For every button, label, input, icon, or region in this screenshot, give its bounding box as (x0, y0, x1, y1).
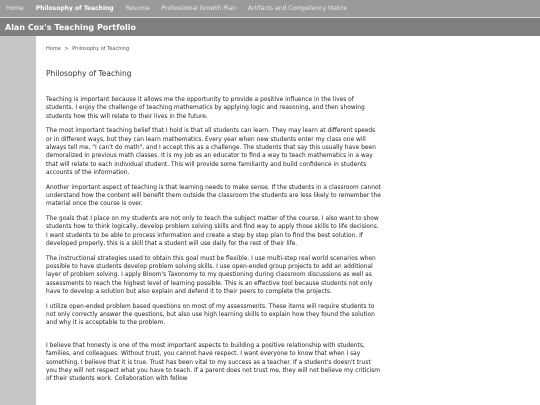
site-banner (0, 17, 540, 36)
page-title: Philosophy of Teaching (46, 69, 132, 78)
site-title: Alan Cox's Teaching Portfolio (5, 22, 137, 32)
breadcrumb-home-link[interactable]: Home (46, 46, 61, 52)
nav-home[interactable]: Home (6, 5, 24, 12)
top-navigation (0, 0, 540, 17)
nav-professional-growth-plan[interactable]: Professional Growth Plan (161, 5, 236, 12)
nav-artifacts-and-competency-matrix[interactable]: Artifacts and Competency Matrix (248, 5, 347, 12)
left-sidebar (0, 36, 36, 405)
article-body (46, 96, 382, 390)
breadcrumb (46, 46, 131, 52)
paragraph-honesty: I believe that honesty is one of the most important aspects to building a positive relationship with students, families, and colleagues. Without trust, you cannot have respect. I want everyone to know that when I say something, I believe that it is true. Trust has been vital to my success as a teacher. If a student's doesn't trust you they will not respect what you have to teach. If a parent does not trust me, they will not believe my criticism of their students work. Collaboration with fellow (46, 342, 381, 383)
paragraph-goals: The goals that I place on my students are not only to teach the subject matter of the course. I also want to show students how to think logically, develop problem solving skills and find way to apply those skills to life decisions. I want students to be able to process information and create a step by step plan to find the best solution. If developed properly, this is a skill that a student will use daily for the rest of their life. (46, 215, 379, 248)
nav-philosophy-of-teaching[interactable]: Philosophy of Teaching (35, 5, 114, 12)
main-content (36, 36, 540, 405)
paragraph-intro: Teaching is important because it allows me the opportunity to provide a positive influence in the lives of students. I enjoy the challenge of teaching mathematics by applying logic and reasoning, and then showing students how this will relate to their lives in the future. (46, 97, 365, 120)
breadcrumb-current: Philosophy of Teaching (72, 46, 130, 52)
paragraph-assessments: I utilize open-ended problem based questions on most of my assessments. These items will require students to not only correctly answer the questions, but also use high learning skills to explain how they found the solution and why it is acceptable to the problem. (46, 303, 375, 327)
paragraph-instructional-strategies: The instructional strategies used to obtain this goal must be flexible. I use multi-step real world scenarios when possible to have students develop problem solving skills. I use open-ended group projects to add an additional layer of problem solving. I apply Bloom's Taxonomy to my questioning during classroom discussions as well as assessments to reach the highest level of learning possible. This is an effective tool because students not only have to develop a solution but also explain and defend it to their peers to complete the projects. (46, 255, 376, 296)
nav-resume[interactable]: Resume (125, 5, 150, 12)
paragraph-all-students-can-learn: The most important teaching belief that I hold is that all students can learn. They may learn at different speeds or in different ways, but they can learn mathematics. Every year when new students enter my class one will always tell me, "I can't do math", and I accept this as a challenge. The students that say this usually have been demoralized in previous math classes. It is my job as an educator to find a way to teach mathematics in a way that will relate to each individual student. This will provide some familiarity and build confidence in students accounts of the information. (46, 128, 376, 177)
breadcrumb-separator: > (64, 46, 69, 52)
paragraph-learning-makes-sense: Another important aspect of teaching is that learning needs to make sense. If the students in a classroom cannot understand how the content will benefit them outside the classroom the students are less likely to remember the material once the course is over. (46, 184, 381, 208)
